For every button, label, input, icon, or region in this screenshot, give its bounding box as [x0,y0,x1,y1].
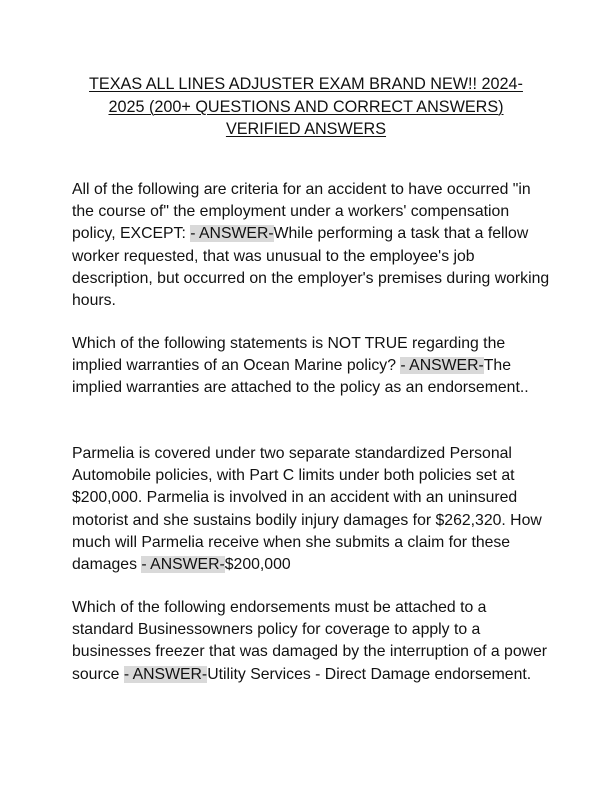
question-text: Which of the following endorsements must be attached to a standard Businessowners policy for coverage to apply to a businesses freezer that was damaged by the interruption of a power source [72,599,548,683]
qa-item [72,597,552,686]
question-text: Which of the following statements is NOT TRUE regarding the implied warranties of an Ocean Marine policy? [72,335,506,375]
question-text: All of the following are criteria for an accident to have occurred "in the course of" the employment under a workers' compensation policy, EXCEPT: [72,181,531,243]
question-text: Parmelia is covered under two separate standardized Personal Automobile policies, with Part C limits under both policies set at $200,000. Parmelia is involved in an accident with an uninsured motorist and she sustains bodily injury damages for $262,320. How much will Parmelia receive when she submits a claim for these damages [72,445,542,574]
answer-marker: - ANSWER- [190,225,274,243]
answer-text: While performing a task that a fellow worker requested, that was unusual to the employee's job description, but occurred on the employer's premises during working hours. [72,225,550,310]
answer-marker: - ANSWER- [400,357,484,375]
answer-text: The implied warranties are attached to the policy as an endorsement.. [72,357,529,397]
qa-item [72,333,552,400]
answer-marker: - ANSWER- [141,556,225,574]
answer-text: Utility Services - Direct Damage endorsement. [207,665,532,683]
answer-text: $200,000 [224,556,291,574]
answer-marker: - ANSWER- [123,665,208,683]
document-title: TEXAS ALL LINES ADJUSTER EXAM BRAND NEW!! 2024-2025 (200+ QUESTIONS AND CORRECT ANSWERS) VERIFIED ANSWERS [89,75,523,138]
qa-item [72,179,552,312]
qa-item [72,443,552,576]
